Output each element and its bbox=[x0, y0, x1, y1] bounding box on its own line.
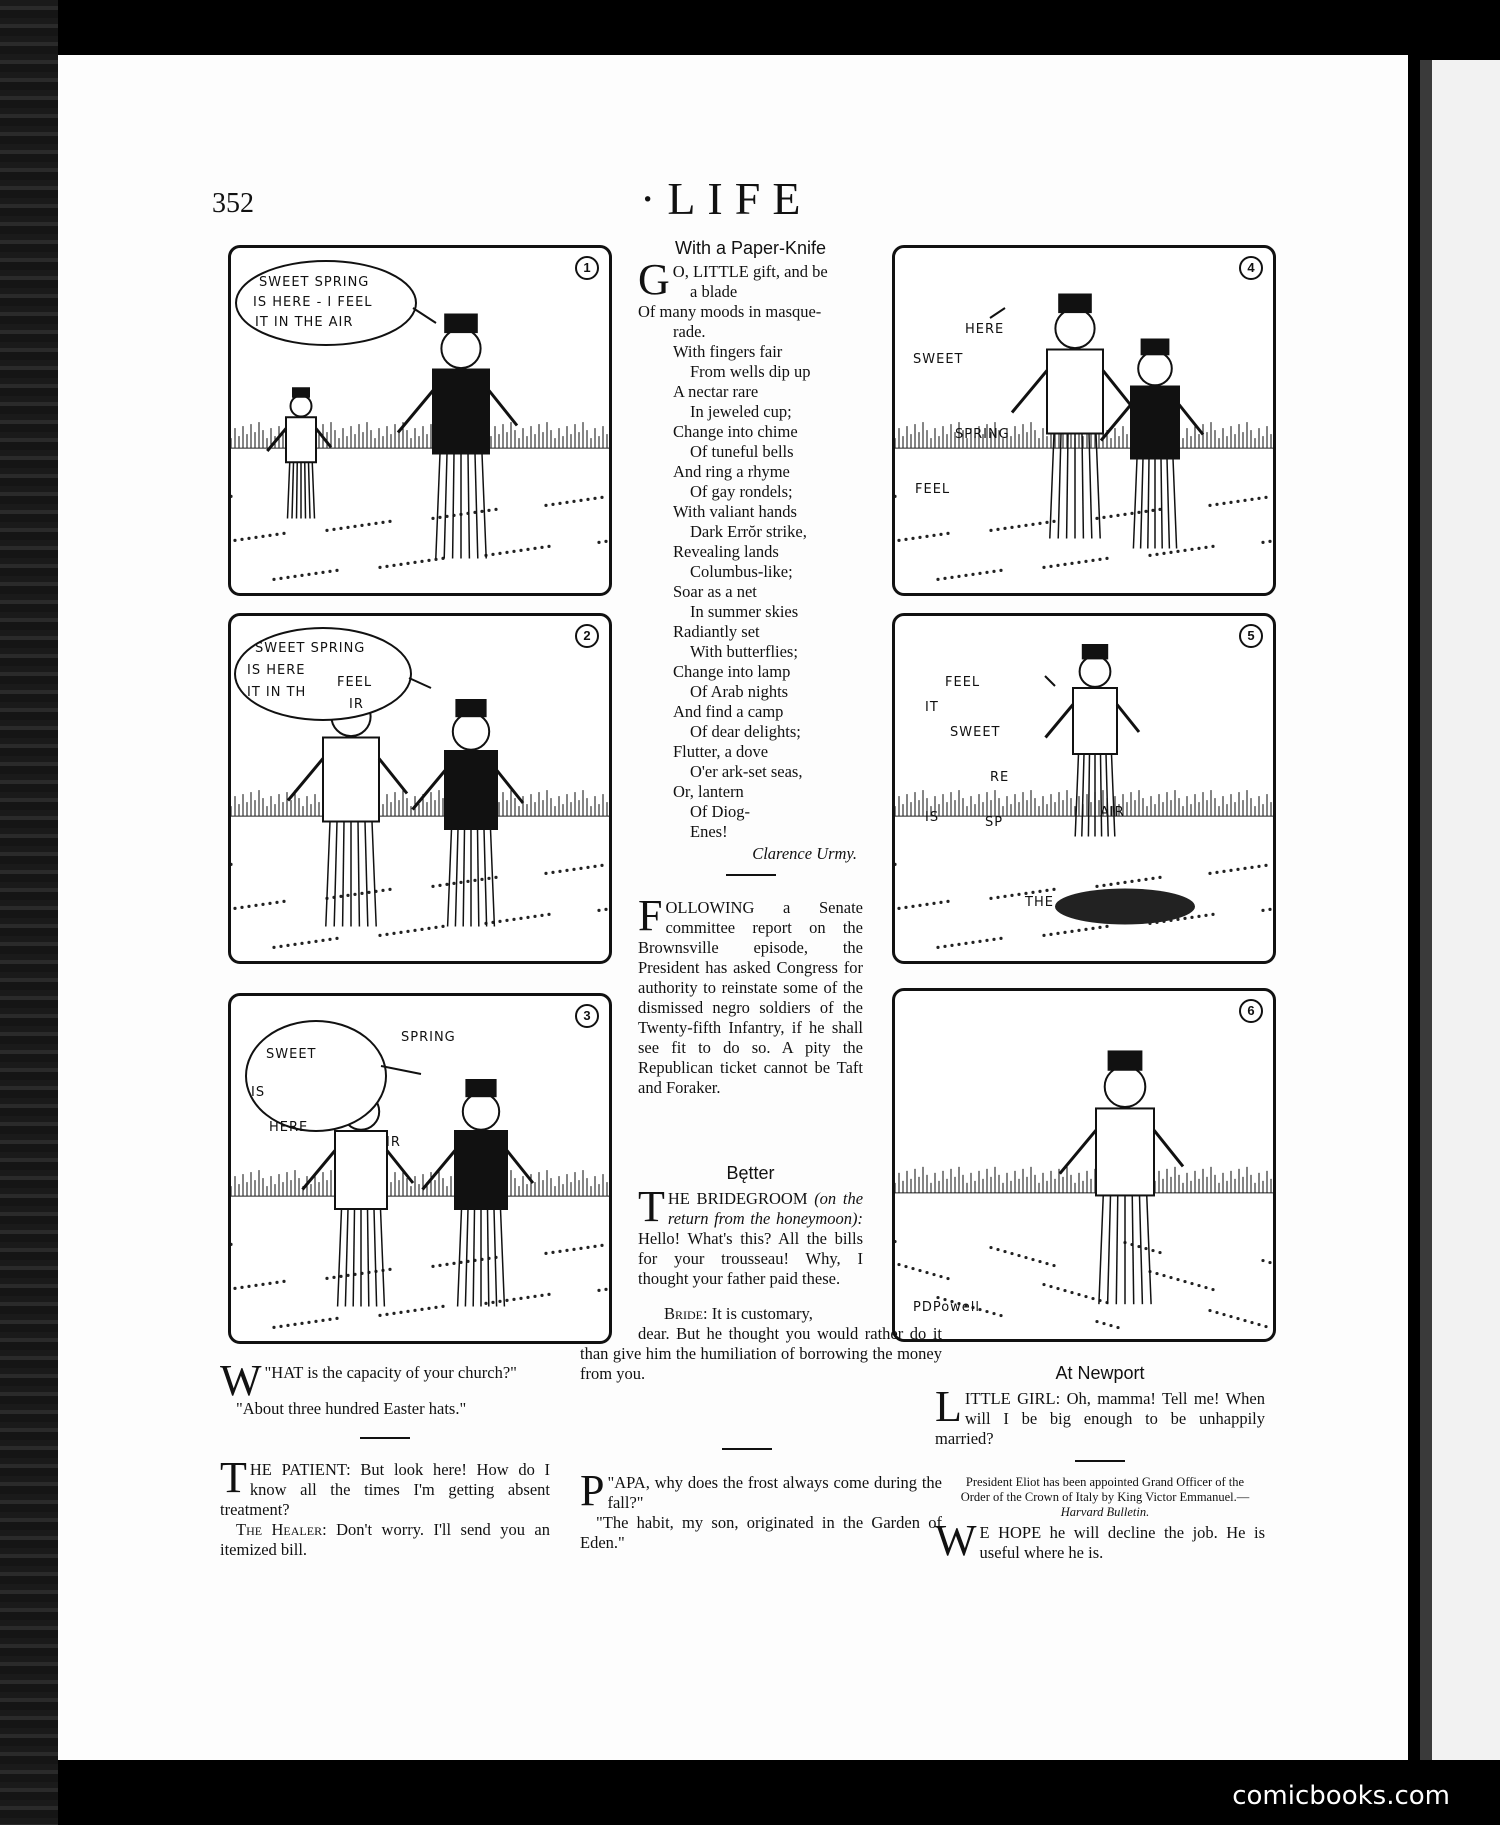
adjacent-page-edge bbox=[1420, 60, 1500, 1760]
poem-line: Radiantly set bbox=[673, 622, 760, 641]
poem-dropcap: G bbox=[638, 255, 670, 304]
poem-line: Flutter, a dove bbox=[673, 742, 769, 761]
patient-dropcap: T bbox=[220, 1453, 247, 1502]
church-joke: " W HAT is the capacity of your church?" "About three hundred Easter hats." bbox=[220, 1363, 550, 1419]
panel-number: 5 bbox=[1239, 624, 1263, 648]
speech-bubble-text: RE bbox=[990, 770, 1010, 785]
patient-speaker2: The Healer: bbox=[236, 1520, 327, 1539]
newport-title: At Newport bbox=[1055, 1363, 1145, 1383]
better-speaker2: Bride: bbox=[664, 1304, 708, 1323]
church-answer: "About three hundred Easter hats." bbox=[236, 1399, 467, 1418]
divider bbox=[722, 1448, 772, 1450]
poem-first-line: O, LITTLE gift, and be bbox=[672, 262, 828, 281]
poem-line: With fingers fair bbox=[673, 342, 783, 361]
poem-line: Enes! bbox=[690, 822, 728, 841]
speech-bubble-text: AIR bbox=[1100, 805, 1125, 820]
panel-number: 2 bbox=[575, 624, 599, 648]
poem-line: In jeweled cup; bbox=[690, 402, 792, 421]
papa-dropcap: P bbox=[580, 1466, 605, 1515]
poem-line: a blade bbox=[690, 282, 738, 301]
better-bride bbox=[638, 1304, 863, 1324]
speech-bubble-text: IT IN THE AIR bbox=[255, 315, 354, 330]
speech-bubble-text: FEEL bbox=[337, 675, 373, 690]
better-block bbox=[638, 1163, 863, 1289]
poem-line: Of tuneful bells bbox=[690, 442, 794, 461]
better-line2-rest: dear. But he thought you would rather do it than give him the humiliation of borrowing the money from you. bbox=[580, 1324, 942, 1383]
speech-bubble-text: IR bbox=[386, 1135, 401, 1150]
speech-bubble-text: IS bbox=[251, 1085, 266, 1100]
speech-bubble-text: IS HERE - I FEEL bbox=[253, 295, 373, 310]
comic-panel-drawing bbox=[231, 996, 609, 1341]
eliot-comment bbox=[935, 1516, 1265, 1565]
comic-panel-4 bbox=[892, 245, 1276, 596]
comic-panel-1 bbox=[228, 245, 612, 596]
eliot-note-source: Harvard Bulletin. bbox=[1060, 1505, 1150, 1519]
poem-line: Soar as a net bbox=[673, 582, 757, 601]
comic-panel-drawing bbox=[895, 248, 1273, 593]
divider bbox=[1075, 1460, 1125, 1462]
artist-signature: PDPowell bbox=[913, 1300, 981, 1315]
speech-bubble-text: SWEET bbox=[913, 352, 964, 367]
better-line2-start: It is customary, bbox=[711, 1304, 813, 1323]
eliot-text: E HOPE he will decline the job. He is useful where he is. bbox=[979, 1523, 1265, 1562]
patient-joke bbox=[220, 1453, 550, 1560]
poem-line: O'er ark-set seas, bbox=[690, 762, 803, 781]
speech-bubble-text: IT IN TH bbox=[247, 685, 307, 700]
speech-bubble-text: FEEL bbox=[945, 675, 981, 690]
poem-line: Of gay rondels; bbox=[690, 482, 793, 501]
newport-block bbox=[935, 1363, 1265, 1449]
papa-answer: "The habit, my son, originated in the Garden of Eden." bbox=[580, 1513, 942, 1552]
poem-line: Of Diog- bbox=[690, 802, 751, 821]
speech-bubble-text: SWEET bbox=[950, 725, 1001, 740]
speech-bubble-text: SPRING bbox=[401, 1030, 456, 1045]
speech-bubble-text: SPRING bbox=[955, 427, 1010, 442]
church-question: HAT is the capacity of your church?" bbox=[271, 1363, 517, 1382]
speech-bubble-text: HERE bbox=[965, 322, 1005, 337]
panel-number: 4 bbox=[1239, 256, 1263, 280]
better-speaker1: HE BRIDEGROOM bbox=[667, 1189, 808, 1208]
better-stage-direction: (on the return from the honeymoon): bbox=[667, 1189, 864, 1228]
speech-bubble-text: THE bbox=[1025, 895, 1054, 910]
poem-line: Change into lamp bbox=[673, 662, 791, 681]
speech-bubble-text: IR bbox=[349, 697, 364, 712]
patient-speaker1: HE PATIENT: bbox=[249, 1460, 351, 1479]
senate-dropcap: F bbox=[638, 891, 663, 940]
divider bbox=[360, 1437, 410, 1439]
poem-author: Clarence Urmy. bbox=[752, 844, 857, 863]
poem-line: And ring a rhyme bbox=[673, 462, 790, 481]
poem-line: In summer skies bbox=[690, 602, 799, 621]
better-bride-cont bbox=[580, 1324, 942, 1384]
panel-number: 3 bbox=[575, 1004, 599, 1028]
church-dropcap: W bbox=[220, 1356, 262, 1405]
poem-line: Dark Errŏr strike, bbox=[690, 522, 807, 541]
senate-text: OLLOWING a Senate committee report on the Brownsville episode, the President has asked Congress for authority to reinstate some of the dismissed negro soldiers of the Twenty-fifth Infantry, if he shall see fit to do so. A pity the Republican ticket cannot be Taft and Foraker. bbox=[638, 898, 863, 1097]
better-title: Bętter bbox=[726, 1163, 775, 1183]
speech-bubble-text: SWEET bbox=[266, 1047, 317, 1062]
comic-panel-drawing bbox=[895, 616, 1273, 961]
poem-title: With a Paper-Knife bbox=[674, 238, 827, 258]
speech-bubble-text: FEEL bbox=[915, 482, 951, 497]
better-line1: Hello! What's this? All the bills for your trousseau! Why, I thought your father paid these. bbox=[638, 1229, 863, 1288]
comic-panel-5 bbox=[892, 613, 1276, 964]
poem-line: And find a camp bbox=[673, 702, 784, 721]
scan-binding-edge bbox=[0, 0, 58, 1825]
comic-panel-drawing bbox=[895, 991, 1273, 1339]
poem-block bbox=[638, 238, 863, 886]
poem-line: With valiant hands bbox=[673, 502, 797, 521]
speech-bubble-text: SWEET SPRING bbox=[259, 275, 370, 290]
better-dropcap: T bbox=[638, 1182, 665, 1231]
comic-panel-6 bbox=[892, 988, 1276, 1342]
speech-bubble-text: IS bbox=[925, 810, 940, 825]
speech-bubble-text: SWEET SPRING bbox=[255, 641, 366, 656]
speech-bubble-text: SP bbox=[985, 815, 1004, 830]
papa-question: APA, why does the frost always come during the fall?" bbox=[607, 1473, 942, 1512]
poem-line: Columbus-like; bbox=[690, 562, 793, 581]
poem-line: Of many moods in masque- bbox=[638, 302, 822, 321]
eliot-note bbox=[950, 1475, 1260, 1520]
newport-dropcap: L bbox=[935, 1382, 962, 1431]
eliot-dropcap: W bbox=[935, 1516, 977, 1565]
poem-line: From wells dip up bbox=[690, 362, 811, 381]
divider bbox=[726, 874, 776, 876]
page-number: 352 bbox=[212, 188, 254, 219]
patient-line2: Don't worry. I'll send you an itemized bill. bbox=[220, 1520, 550, 1559]
comic-panel-drawing bbox=[231, 248, 609, 593]
eliot-note-text: President Eliot has been appointed Grand Officer of the Order of the Crown of Italy by King Victor Emmanuel.— bbox=[960, 1475, 1250, 1504]
panel-number: 1 bbox=[575, 256, 599, 280]
newport-text: ITTLE GIRL: Oh, mamma! Tell me! When will I be big enough to be unhappily married? bbox=[935, 1389, 1265, 1448]
speech-bubble-text: IS HERE bbox=[247, 663, 306, 678]
poem-line: Of Arab nights bbox=[690, 682, 789, 701]
comic-panel-2 bbox=[228, 613, 612, 964]
poem-line: Revealing lands bbox=[673, 542, 779, 561]
senate-paragraph bbox=[638, 891, 863, 1098]
masthead-title: ·LIFE bbox=[640, 173, 813, 224]
comic-panel-3 bbox=[228, 993, 612, 1344]
poem-line: Or, lantern bbox=[673, 782, 744, 801]
poem-line: rade. bbox=[673, 322, 706, 341]
poem-line: With butterflies; bbox=[690, 642, 798, 661]
speech-bubble-text: IT bbox=[925, 700, 939, 715]
panel-number: 6 bbox=[1239, 999, 1263, 1023]
papa-joke: " P APA, why does the frost always come during the fall?" "The habit, my son, originated in the Garden of Eden." bbox=[580, 1466, 942, 1552]
comic-panel-drawing bbox=[231, 616, 609, 961]
poem-line: Of dear delights; bbox=[690, 722, 801, 741]
poem-line: A nectar rare bbox=[673, 382, 759, 401]
speech-bubble-text: HERE bbox=[269, 1120, 309, 1135]
poem-lines bbox=[638, 282, 863, 842]
watermark: comicbooks.com bbox=[1222, 1777, 1460, 1815]
patient-line1: But look here! How do I know all the times I'm getting absent treatment? bbox=[220, 1460, 550, 1519]
poem-line: Change into chime bbox=[673, 422, 798, 441]
